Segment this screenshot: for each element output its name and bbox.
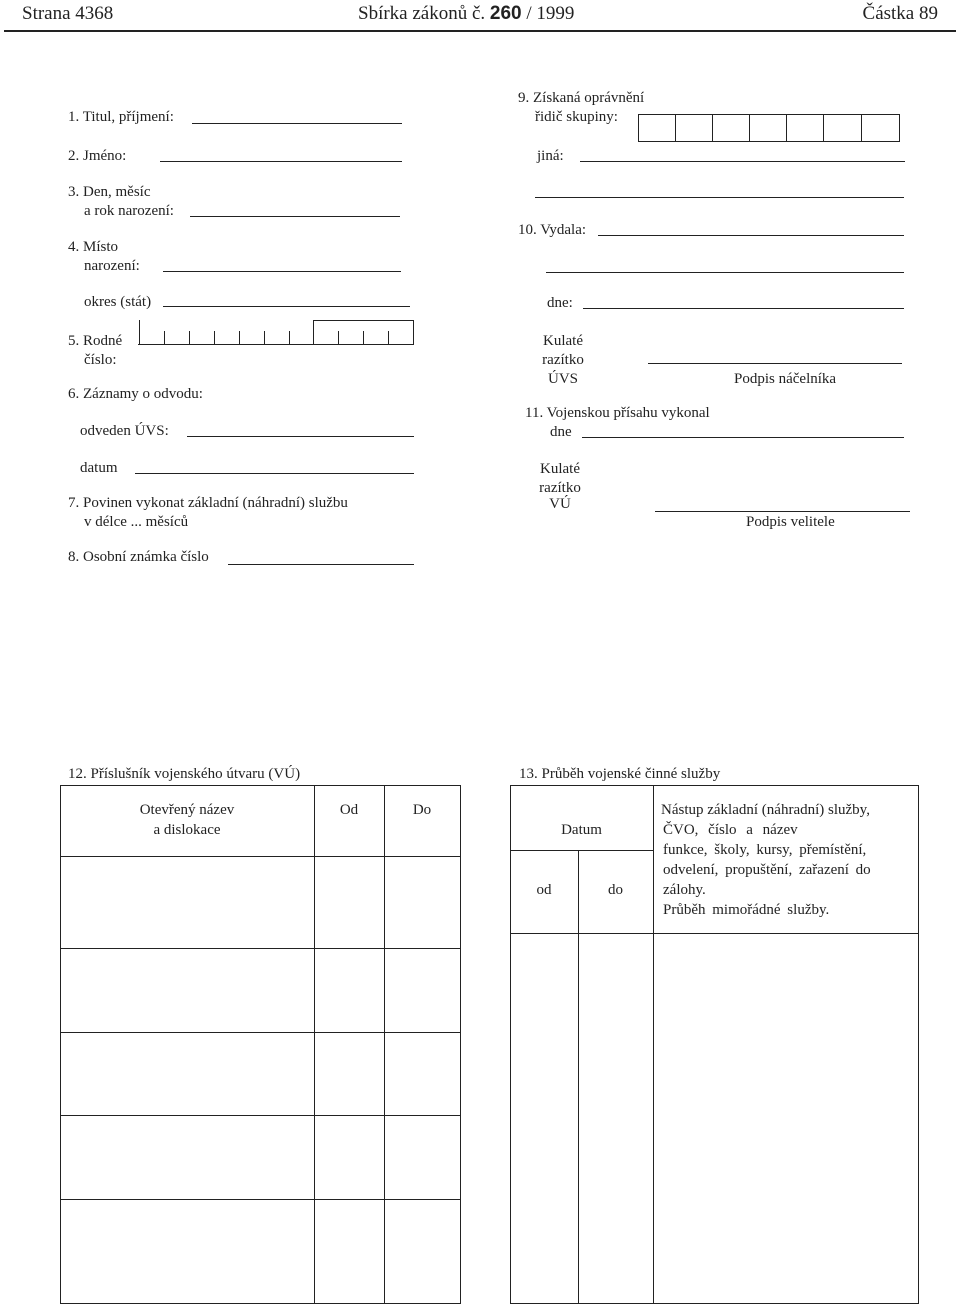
label-conscription-records: 6. Záznamy o odvodu:: [68, 386, 203, 402]
table12-col-divider: [314, 785, 315, 1304]
label-birth-number-1: 5. Rodné: [68, 333, 123, 349]
field-oath-date[interactable]: [582, 437, 904, 438]
label-service-duty-1: 7. Povinen vykonat základní (náhradní) službu: [68, 495, 348, 511]
birth-number-tick: [338, 331, 339, 344]
birth-number-tick: [289, 331, 290, 344]
field-issued-by[interactable]: [598, 235, 904, 236]
table12-header-border: [60, 856, 461, 857]
label-service-duty-2: v délce ... měsíců: [84, 514, 189, 530]
header-divider: [4, 30, 956, 32]
table13-col-divider: [578, 850, 579, 1304]
driver-groups-divider: [749, 114, 750, 142]
label-id-tag: 8. Osobní známka číslo: [68, 549, 209, 565]
field-date[interactable]: [135, 473, 414, 474]
table12-left-border: [60, 785, 61, 1304]
birth-number-divider: [313, 320, 314, 344]
label-birth-date-1: 3. Den, měsíc: [68, 184, 151, 200]
table12-row-border: [60, 1115, 461, 1116]
part-number: Částka 89: [862, 3, 938, 24]
birth-number-baseline: [138, 344, 414, 345]
table13-desc-line: funkce, školy, kursy, přemístění,: [663, 842, 867, 858]
driver-groups-divider: [786, 114, 787, 142]
stamp-vu-1: Kulaté: [540, 461, 580, 477]
table12-row-border: [60, 948, 461, 949]
table13-date-divider: [510, 850, 653, 851]
birth-number-tick: [189, 331, 190, 344]
label-recruited-uvs: odveden ÚVS:: [80, 423, 169, 439]
field-commander-signature[interactable]: [655, 511, 910, 512]
field-issue-date[interactable]: [583, 308, 904, 309]
table12-right-border: [460, 785, 461, 1304]
birth-number-top: [313, 320, 414, 321]
law-number: 260: [489, 3, 522, 24]
birth-number-tick: [363, 331, 364, 344]
birth-number-divider: [139, 320, 140, 344]
table13-col-from: od: [536, 882, 552, 898]
table12-top-border: [60, 785, 461, 786]
label-issued-by: 10. Vydala:: [518, 222, 587, 238]
table13-col-divider: [653, 785, 654, 1304]
field-recruited-uvs[interactable]: [187, 436, 414, 437]
table12-col-from: Od: [339, 802, 359, 818]
label-other: jiná:: [537, 148, 564, 164]
field-district[interactable]: [163, 306, 410, 307]
table12-col-name-1: Otevřený název: [139, 802, 235, 818]
label-birth-number-2: číslo:: [84, 352, 117, 368]
table12-row-border: [60, 1032, 461, 1033]
label-birth-date-2: a rok narození:: [84, 203, 174, 219]
table12-col-divider: [384, 785, 385, 1304]
label-oath-1: 11. Vojenskou přísahu vykonal: [525, 405, 710, 421]
label-birth-place-1: 4. Místo: [68, 239, 119, 255]
table13-top-border: [510, 785, 919, 786]
collection-title: Sbírka zákonů č. 260 / 1999: [358, 3, 575, 24]
label-birth-place-2: narození:: [84, 258, 140, 274]
stamp-uvs-2: razítko: [542, 352, 584, 368]
label-chief-signature: Podpis náčelníka: [734, 371, 837, 387]
label-first-name: 2. Jméno:: [68, 148, 127, 164]
label-commander-signature: Podpis velitele: [746, 514, 835, 530]
table13-title: 13. Průběh vojenské činné služby: [519, 766, 721, 782]
birth-number-tick: [164, 331, 165, 344]
table12-title: 12. Příslušník vojenského útvaru (VÚ): [68, 766, 301, 782]
driver-groups-divider: [861, 114, 862, 142]
birth-number-divider: [413, 320, 414, 344]
stamp-uvs-1: Kulaté: [543, 333, 583, 349]
table13-desc-line: ČVO, číslo a název: [663, 822, 798, 838]
table13-desc-line: Nástup základní (náhradní) služby,: [661, 802, 870, 818]
birth-number-tick: [239, 331, 240, 344]
field-title-surname[interactable]: [192, 123, 402, 124]
label-issue-date: dne:: [547, 295, 573, 311]
field-issued-by-2[interactable]: [546, 272, 904, 273]
table13-bottom-border: [510, 1303, 919, 1304]
page-number: Strana 4368: [22, 3, 114, 24]
label-permits-2: řidič skupiny:: [535, 109, 618, 125]
label-date: datum: [80, 460, 118, 476]
table13-header-border: [510, 933, 919, 934]
birth-number-tick: [264, 331, 265, 344]
table13-col-to: do: [608, 882, 623, 898]
table12-row-border: [60, 1199, 461, 1200]
table13-desc-line: Průběh mimořádné služby.: [663, 902, 830, 918]
table13-right-border: [918, 785, 919, 1304]
field-id-tag[interactable]: [228, 564, 414, 565]
field-chief-signature[interactable]: [648, 363, 902, 364]
table13-col-date: Datum: [561, 822, 602, 838]
stamp-vu-3: VÚ: [549, 496, 571, 512]
label-oath-2: dne: [550, 424, 572, 440]
field-birth-date[interactable]: [190, 216, 400, 217]
table12-col-to: Do: [412, 802, 432, 818]
table12-col-name-2: a dislokace: [153, 822, 221, 838]
table13-desc-line: zálohy.: [663, 882, 706, 898]
label-title-surname: 1. Titul, příjmení:: [68, 109, 174, 125]
driver-groups-divider: [712, 114, 713, 142]
field-other[interactable]: [580, 161, 905, 162]
stamp-uvs-3: ÚVS: [547, 371, 578, 387]
label-district: okres (stát): [84, 294, 152, 310]
label-permits-1: 9. Získaná oprávnění: [518, 90, 645, 106]
birth-number-tick: [388, 331, 389, 344]
field-other-2[interactable]: [535, 197, 904, 198]
table12-bottom-border: [60, 1303, 461, 1304]
table13-left-border: [510, 785, 511, 1304]
field-first-name[interactable]: [160, 161, 402, 162]
birth-number-tick: [214, 331, 215, 344]
table13-desc-line: odvelení, propuštění, zařazení do: [663, 862, 871, 878]
driver-groups-divider: [675, 114, 676, 142]
driver-groups-divider: [823, 114, 824, 142]
stamp-vu-2: razítko: [539, 480, 581, 496]
field-birth-place[interactable]: [163, 271, 401, 272]
